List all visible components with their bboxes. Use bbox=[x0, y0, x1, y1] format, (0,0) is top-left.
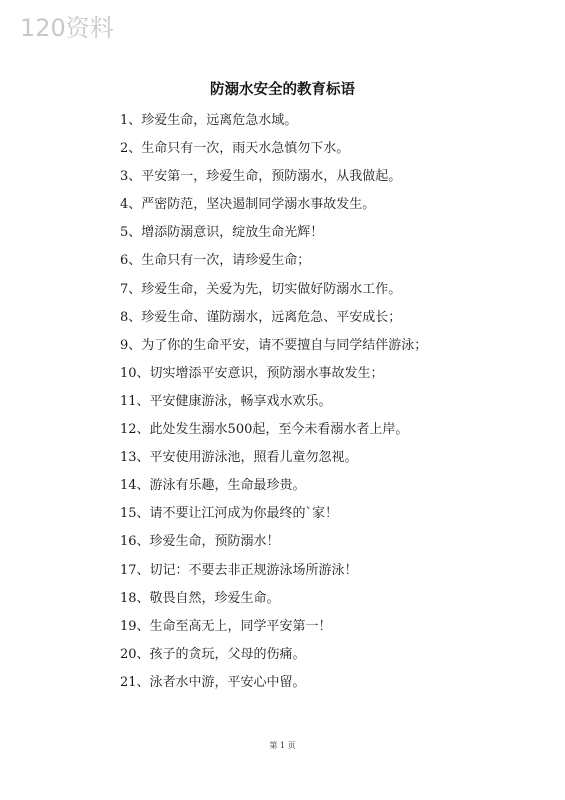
slogan-item: 16、珍爱生命，预防溺水！ bbox=[120, 534, 280, 550]
slogan-item: 1、珍爱生命，远离危急水域。 bbox=[120, 113, 298, 128]
slogan-item: 3、平安第一，珍爱生命，预防溺水，从我做起。 bbox=[120, 169, 402, 185]
slogan-item: 5、增添防溺意识，绽放生命光辉！ bbox=[120, 225, 324, 241]
watermark-logo: 120资料 bbox=[20, 14, 114, 42]
slogan-item: 9、为了你的生命平安，请不要擅自与同学结伴游泳； bbox=[120, 337, 428, 353]
slogan-list bbox=[120, 107, 427, 697]
page-number-footer: 第 1 页 bbox=[269, 741, 296, 750]
slogan-item: 6、生命只有一次，请珍爱生命； bbox=[120, 253, 311, 269]
page-title: 防溺水安全的教育标语 bbox=[210, 82, 355, 98]
slogan-item: 12、此处发生溺水500起，至今未看溺水者上岸。 bbox=[120, 422, 409, 438]
slogan-item: 20、孩子的贪玩，父母的伤痛。 bbox=[120, 646, 306, 662]
slogan-item: 21、泳者水中游，平安心中留。 bbox=[120, 674, 306, 690]
slogan-item: 14、游泳有乐趣，生命最珍贵。 bbox=[120, 478, 306, 494]
slogan-item: 2、生命只有一次，雨天水急慎勿下水。 bbox=[120, 141, 350, 157]
slogan-item: 4、严密防范，坚决遏制同学溺水事故发生。 bbox=[120, 197, 376, 213]
slogan-item: 13、平安使用游泳池，照看儿童勿忽视。 bbox=[120, 450, 358, 466]
slogan-item: 15、请不要让江河成为你最终的`家！ bbox=[120, 506, 339, 522]
slogan-item: 8、珍爱生命、谨防溺水，远离危急、平安成长； bbox=[120, 309, 402, 325]
slogan-item: 17、切记：不要去非正规游泳场所游泳！ bbox=[120, 562, 358, 578]
slogan-item: 18、敬畏自然，珍爱生命。 bbox=[120, 590, 280, 606]
slogan-item: 10、切实增添平安意识，预防溺水事故发生； bbox=[120, 365, 384, 381]
slogan-item: 19、生命至高无上，同学平安第一！ bbox=[120, 618, 332, 634]
slogan-item: 11、平安健康游泳，畅享戏水欢乐。 bbox=[120, 393, 332, 409]
slogan-item: 7、珍爱生命，关爱为先，切实做好防溺水工作。 bbox=[120, 281, 402, 297]
